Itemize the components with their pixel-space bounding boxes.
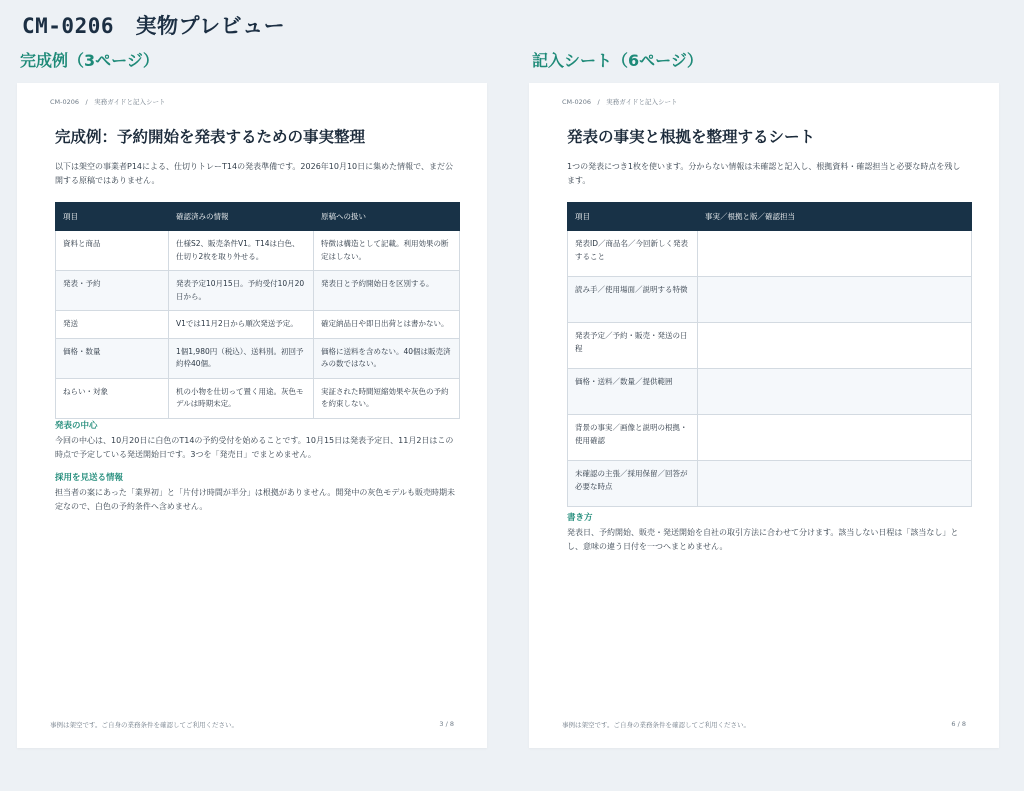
table-row	[56, 378, 460, 418]
table-cell: 特徴は構造として記載。利用効果の断定はしない。	[314, 231, 460, 271]
section-heading-howto: 書き方	[567, 513, 593, 523]
blank-entry-cell	[698, 323, 972, 369]
worksheet-page-preview	[529, 83, 999, 748]
table-row	[56, 338, 460, 378]
table-row	[56, 231, 460, 271]
section-heading-focus: 発表の中心	[55, 421, 98, 431]
footer-note: 事例は架空です。ご自身の業務条件を確認してご利用ください。	[562, 721, 750, 729]
left-column-heading: 完成例（3ページ）	[20, 51, 159, 70]
page-number: 3 / 8	[439, 720, 454, 728]
breadcrumb: CM-0206 / 実務ガイドと記入シート	[562, 98, 678, 106]
table-row	[568, 461, 972, 507]
table-row	[568, 415, 972, 461]
table-cell: 発表予定10月15日。予約受付10月20日から。	[169, 271, 314, 311]
example-page-preview	[17, 83, 487, 748]
table-cell: 価格・送料／数量／提供範囲	[568, 369, 698, 415]
table-cell: V1では11月2日から順次発送予定。	[169, 311, 314, 339]
page-number: 6 / 8	[951, 720, 966, 728]
table-cell: 発送	[56, 311, 169, 339]
section-body-focus: 今回の中心は、10月20日に白色のT14の予約受付を始めることです。10月15日は発表予定日、11月2日はこの時点で予定している発送開始日です。3つを「発売日」でまとめません。	[55, 436, 454, 459]
page-title: CM-0206 実物プレビュー	[22, 14, 286, 38]
table-cell: 価格に送料を含めない。40個は販売済みの数ではない。	[314, 338, 460, 378]
document-title: 発表の事実と根拠を整理するシート	[567, 128, 816, 146]
column-header: 原稿への扱い	[314, 203, 460, 231]
table-cell: 発表日と予約開始日を区別する。	[314, 271, 460, 311]
table-header-row	[568, 203, 972, 231]
table-row	[56, 271, 460, 311]
table-row	[568, 323, 972, 369]
table-row	[568, 231, 972, 277]
section-heading-excluded: 採用を見送る情報	[55, 473, 124, 483]
footer-note: 事例は架空です。ご自身の業務条件を確認してご利用ください。	[50, 721, 238, 729]
table-cell: 価格・数量	[56, 338, 169, 378]
table-cell: 発表・予約	[56, 271, 169, 311]
column-header: 項目	[568, 203, 698, 231]
table-row	[568, 369, 972, 415]
blank-entry-cell	[698, 415, 972, 461]
table-row	[56, 311, 460, 339]
table-cell: 未確認の主張／採用保留／回答が必要な時点	[568, 461, 698, 507]
blank-entry-cell	[698, 461, 972, 507]
worksheet-table	[567, 202, 972, 507]
section-body-howto: 発表日、予約開始、販売・発送開始を自社の取引方法に合わせて分けます。該当しない日程は「該当なし」とし、意味の違う日付を一つへまとめません。	[567, 528, 959, 551]
table-cell: 実証された時間短縮効果や灰色の予約を約束しない。	[314, 378, 460, 418]
breadcrumb: CM-0206 / 実務ガイドと記入シート	[50, 98, 166, 106]
column-header: 事実／根拠と版／確認担当	[698, 203, 972, 231]
table-cell: 確定納品日や即日出荷とは書かない。	[314, 311, 460, 339]
table-cell: 発表ID／商品名／今回新しく発表すること	[568, 231, 698, 277]
table-row	[568, 277, 972, 323]
table-cell: 1個1,980円（税込）、送料別。初回予約枠40個。	[169, 338, 314, 378]
facts-table	[55, 202, 460, 419]
column-header: 項目	[56, 203, 169, 231]
table-cell: 仕様S2、販売条件V1。T14は白色、仕切り2枚を取り外せる。	[169, 231, 314, 271]
table-cell: ねらい・対象	[56, 378, 169, 418]
blank-entry-cell	[698, 231, 972, 277]
intro-text: 以下は架空の事業者P14による、仕切りトレーT14の発表準備です。2026年10月10日に集めた情報で、まだ公開する原稿ではありません。	[55, 162, 453, 185]
table-cell: 発表予定／予約・販売・発送の日程	[568, 323, 698, 369]
blank-entry-cell	[698, 369, 972, 415]
blank-entry-cell	[698, 277, 972, 323]
table-cell: 背景の事実／画像と説明の根拠・使用確認	[568, 415, 698, 461]
intro-text: 1つの発表につき1枚を使います。分からない情報は未確認と記入し、根拠資料・確認担当と必要な時点を残します。	[567, 162, 961, 185]
column-header: 確認済みの情報	[169, 203, 314, 231]
table-cell: 机の小物を仕切って置く用途。灰色モデルは時期未定。	[169, 378, 314, 418]
right-column-heading: 記入シート（6ページ）	[532, 51, 703, 70]
section-body-excluded: 担当者の案にあった「業界初」と「片付け時間が半分」は根拠がありません。開発中の灰色モデルも販売時期未定なので、白色の予約条件へ含めません。	[55, 488, 455, 511]
table-header-row	[56, 203, 460, 231]
table-cell: 読み手／使用場面／説明する特徴	[568, 277, 698, 323]
document-title: 完成例：予約開始を発表するための事実整理	[55, 128, 366, 146]
table-cell: 資料と商品	[56, 231, 169, 271]
